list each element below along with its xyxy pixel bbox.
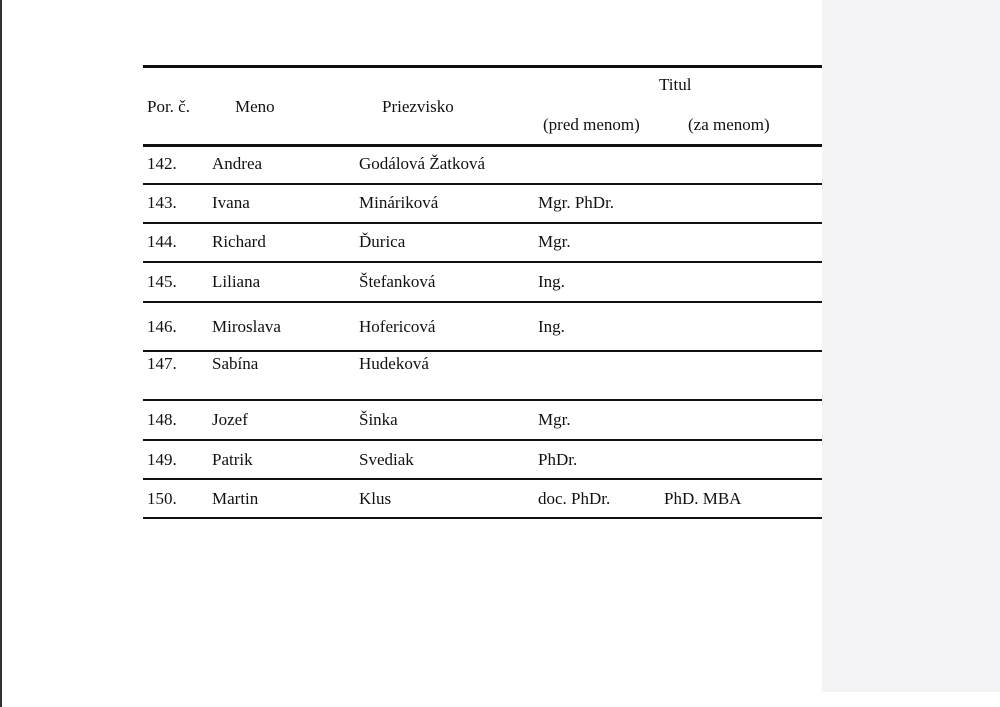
row-rule — [143, 517, 822, 519]
header-titul: Titul — [659, 75, 692, 94]
cell-meno: Patrik — [212, 450, 253, 469]
cell-priezvisko: Šinka — [359, 410, 398, 429]
cell-priezvisko: Štefanková — [359, 272, 436, 291]
header-meno: Meno — [235, 97, 275, 116]
cell-priezvisko: Hofericová — [359, 317, 436, 336]
cell-meno: Sabína — [212, 354, 259, 373]
cell-pred: Ing. — [538, 317, 565, 336]
cell-pred: Ing. — [538, 272, 565, 291]
cell-no: 149. — [147, 450, 177, 469]
row-rule — [143, 261, 822, 263]
row-rule — [143, 478, 822, 480]
cell-meno: Richard — [212, 232, 266, 251]
cell-pred: Mgr. — [538, 232, 571, 251]
cell-no: 148. — [147, 410, 177, 429]
header-priezvisko: Priezvisko — [382, 97, 454, 116]
cell-pred: doc. PhDr. — [538, 489, 611, 508]
cell-no: 144. — [147, 232, 177, 251]
cell-meno: Miroslava — [212, 317, 281, 336]
cell-pred: Mgr. PhDr. — [538, 193, 615, 212]
row-rule — [143, 222, 822, 224]
cell-no: 142. — [147, 154, 177, 173]
cell-meno: Ivana — [212, 193, 250, 212]
cell-priezvisko: Klus — [359, 489, 392, 508]
row-rule — [143, 183, 822, 185]
viewer-background-panel — [822, 0, 1000, 692]
header-bottom-rule — [143, 144, 822, 147]
cell-meno: Jozef — [212, 410, 248, 429]
cell-za: PhD. MBA — [664, 489, 742, 508]
row-rule — [143, 399, 822, 401]
cell-priezvisko: Hudeková — [359, 354, 429, 373]
cell-no: 145. — [147, 272, 177, 291]
cell-priezvisko: Ďurica — [359, 232, 406, 251]
header-za-menom: (za menom) — [688, 115, 770, 134]
row-rule — [143, 350, 822, 352]
cell-priezvisko: Svediak — [359, 450, 414, 469]
window-left-border — [0, 0, 2, 707]
header-por: Por. č. — [147, 97, 190, 116]
cell-pred: PhDr. — [538, 450, 578, 469]
header-pred-menom: (pred menom) — [543, 115, 640, 134]
cell-no: 146. — [147, 317, 177, 336]
cell-meno: Liliana — [212, 272, 261, 291]
row-rule — [143, 301, 822, 303]
cell-priezvisko: Mináriková — [359, 193, 439, 212]
row-rule — [143, 439, 822, 441]
cell-no: 143. — [147, 193, 177, 212]
cell-no: 150. — [147, 489, 177, 508]
cell-meno: Andrea — [212, 154, 263, 173]
cell-priezvisko: Godálová Žatková — [359, 154, 486, 173]
cell-pred: Mgr. — [538, 410, 571, 429]
cell-meno: Martin — [212, 489, 259, 508]
table-top-rule — [143, 65, 822, 68]
cell-no: 147. — [147, 354, 177, 373]
